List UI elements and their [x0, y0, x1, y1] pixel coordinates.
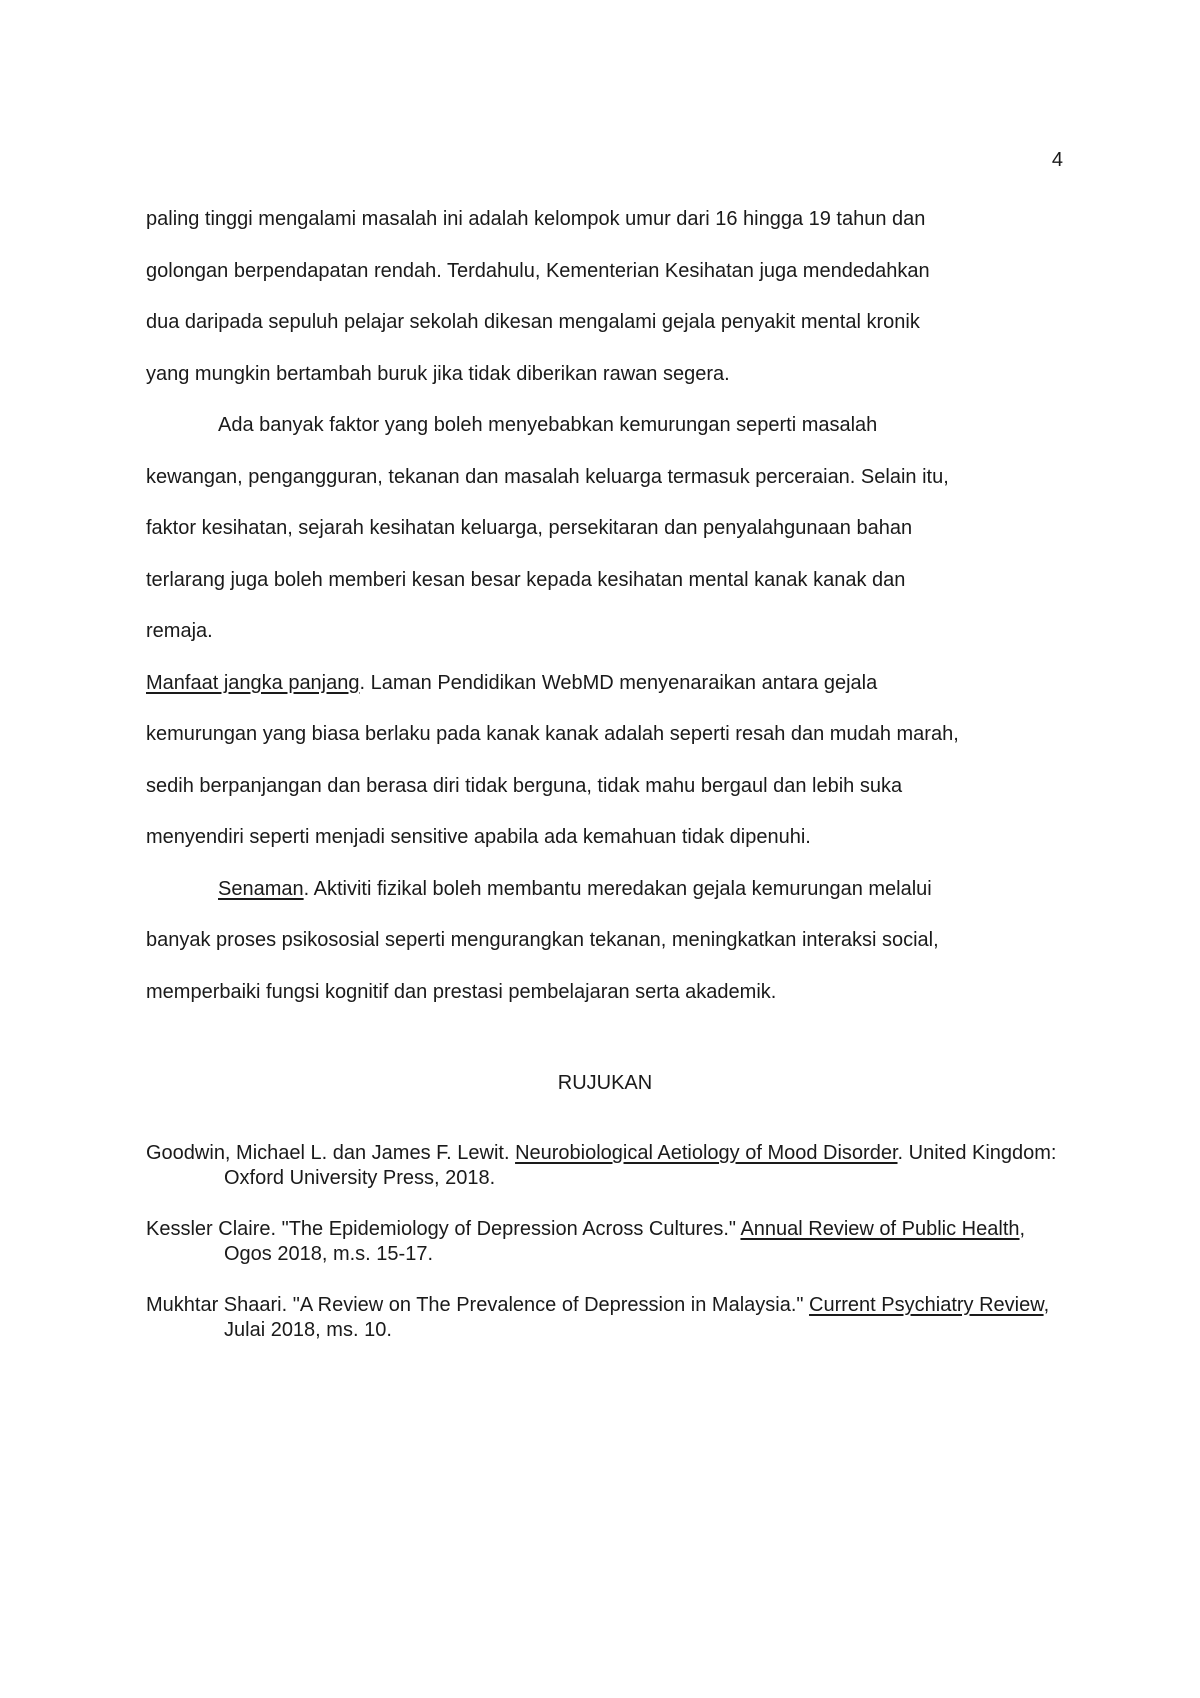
references-list [146, 1141, 1066, 1369]
reference-author: Kessler Claire. "The Epidemiology of Depression Across Cultures." [146, 1218, 741, 1240]
section-heading-manfaat: Manfaat jangka panjang [146, 671, 360, 694]
paragraph-age-group [146, 194, 1066, 400]
reference-author: Goodwin, Michael L. dan James F. Lewit. [146, 1142, 516, 1164]
reference-item [146, 1293, 1066, 1343]
reference-title: Neurobiological Aetiology of Mood Disorder [515, 1142, 898, 1164]
text-line: Ada banyak faktor yang boleh menyebabkan kemurungan seperti masalah [218, 414, 878, 436]
text-line: paling tinggi mengalami masalah ini adalah kelompok umur dari 16 hingga 19 tahun dan [146, 208, 926, 230]
text-line: sedih berpanjangan dan berasa diri tidak berguna, tidak mahu bergaul dan lebih suka [146, 774, 903, 797]
paragraph-exercise [146, 864, 1066, 1019]
section-heading-senaman: Senaman [218, 877, 304, 900]
reference-item [146, 1217, 1066, 1267]
text-line: banyak proses psikososial seperti mengurangkan tekanan, meningkatkan interaksi social, [146, 929, 939, 951]
text-line: memperbaiki fungsi kognitif dan prestasi pembelajaran serta akademik. [146, 980, 777, 1003]
text-line: kewangan, pengangguran, tekanan dan masalah keluarga termasuk perceraian. Selain itu, [146, 465, 949, 488]
reference-title: Current Psychiatry Review [809, 1294, 1044, 1316]
paragraph-long-term-benefits [146, 658, 1066, 864]
paragraph-factors [146, 400, 1066, 658]
reference-publication: , Julai 2018, ms. 10. [224, 1294, 1050, 1341]
text-line: faktor kesihatan, sejarah kesihatan keluarga, persekitaran dan penyalahgunaan bahan [146, 517, 913, 539]
reference-item [146, 1141, 1066, 1191]
references-title: RUJUKAN [557, 1072, 653, 1094]
text-line: dua daripada sepuluh pelajar sekolah dikesan mengalami gejala penyakit mental kronik [146, 311, 920, 333]
text-line: remaja. [146, 620, 213, 642]
text-line: kemurungan yang biasa berlaku pada kanak kanak adalah seperti resah dan mudah marah, [146, 723, 959, 745]
body-text [146, 194, 1066, 1018]
text-line: menyendiri seperti menjadi sensitive apabila ada kemahuan tidak dipenuhi. [146, 826, 811, 848]
text-line: golongan berpendapatan rendah. Terdahulu, Kementerian Kesihatan juga mendedahkan [146, 259, 930, 282]
text-line: yang mungkin bertambah buruk jika tidak diberikan rawan segera. [146, 362, 730, 385]
text-line: . Laman Pendidikan WebMD menyenaraikan antara gejala [359, 671, 878, 694]
reference-author: Mukhtar Shaari. "A Review on The Prevalence of Depression in Malaysia." [146, 1294, 810, 1316]
text-line: . Aktiviti fizikal boleh membantu meredakan gejala kemurungan melalui [303, 877, 932, 900]
reference-publication: . United Kingdom: Oxford University Press, 2018. [224, 1142, 1057, 1189]
page-number: 4 [1051, 149, 1063, 171]
reference-publication: , Ogos 2018, m.s. 15-17. [224, 1218, 1026, 1265]
text-line: terlarang juga boleh memberi kesan besar kepada kesihatan mental kanak kanak dan [146, 568, 906, 591]
reference-title: Annual Review of Public Health [740, 1218, 1020, 1240]
